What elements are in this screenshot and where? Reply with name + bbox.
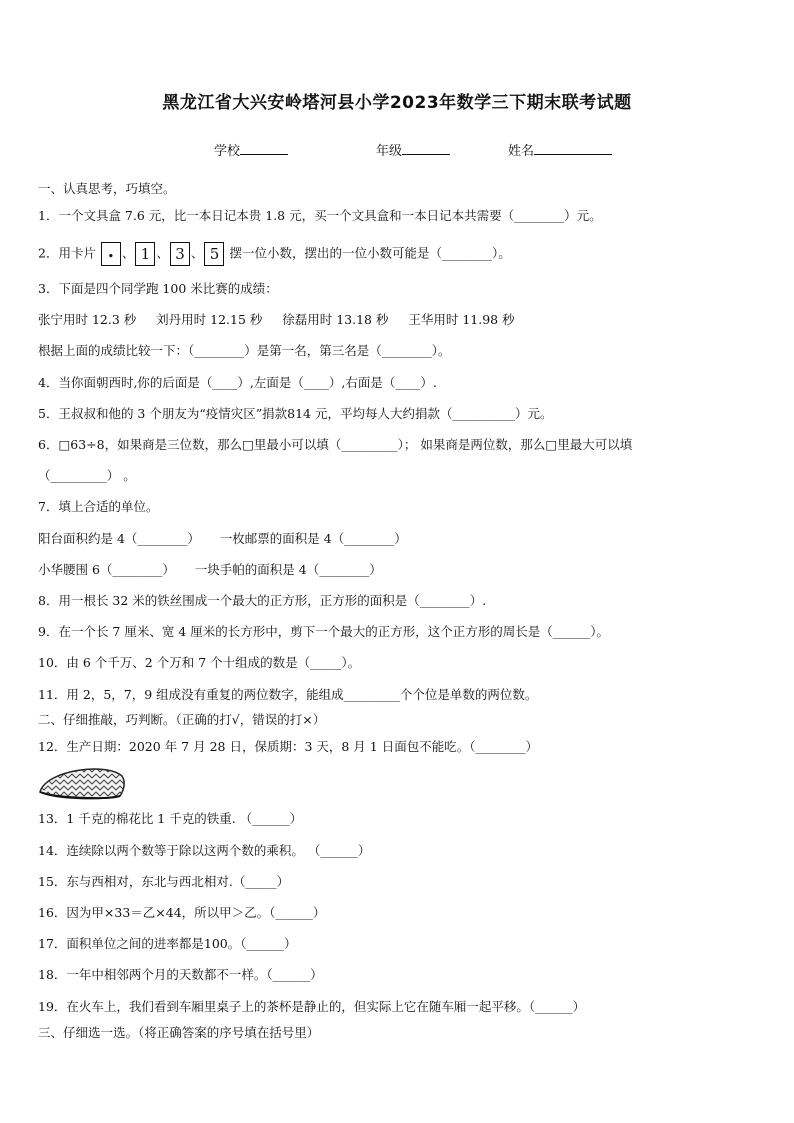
grade-label: 年级 xyxy=(376,144,403,159)
question-14: 14．连续除以两个数等于除以这两个数的乘积。 （______） xyxy=(38,843,371,858)
question-1: 1．一个文具盒 7.6 元，比一本日记本贵 1.8 元，买一个文具盒和一本日记本共需要（________）元。 xyxy=(38,208,602,223)
name-blank[interactable] xyxy=(534,140,612,155)
page-title: 黑龙江省大兴安岭塔河县小学2023年数学三下期末联考试题 xyxy=(162,93,632,113)
card-1: 1 xyxy=(135,242,155,266)
name-field xyxy=(508,140,612,159)
card-separator: 、 xyxy=(190,245,204,261)
question-7: 7．填上合适的单位。 xyxy=(38,499,159,514)
question-16: 16．因为甲×33＝乙×44，所以甲＞乙。（______） xyxy=(38,905,326,920)
card-3: 3 xyxy=(170,242,190,266)
question-13: 13．1 千克的棉花比 1 千克的铁重. （______） xyxy=(38,811,303,826)
question-3: 3．下面是四个同学跑 100 米比赛的成绩： xyxy=(38,281,278,296)
school-label: 学校 xyxy=(214,144,241,159)
question-6: 6．□63÷8，如果商是三位数，那么□里最小可以填（_________）； 如果商是两位数，那么□里最大可以填 xyxy=(38,437,633,452)
question-19: 19．在火车上，我们看到车厢里桌子上的茶杯是静止的，但实际上它在随车厢一起平移。（______） xyxy=(38,999,586,1014)
card-decimal-point: . xyxy=(101,242,121,266)
card-5: 5 xyxy=(204,242,224,266)
question-9: 9．在一个长 7 厘米、宽 4 厘米的长方形中，剪下一个最大的正方形，这个正方形的周长是（______）。 xyxy=(38,624,610,639)
question-11: 11．用 2，5，7，9 组成没有重复的两位数字，能组成_________个个位是单数的两位数。 xyxy=(38,687,538,702)
question-15: 15．东与西相对，东北与西北相对.（_____） xyxy=(38,874,290,889)
question-4: 4．当你面朝西时,你的后面是（____）,左面是（____）,右面是（____）. xyxy=(38,375,437,390)
section-3-heading: 三、仔细选一选。（将正确答案的序号填在括号里） xyxy=(38,1025,320,1040)
question-7-row-2: 小华腰围 6（________） 一块手帕的面积是 4（________） xyxy=(38,562,382,577)
grade-blank[interactable] xyxy=(402,140,450,155)
section-1-heading: 一、认真思考，巧填空。 xyxy=(38,181,176,196)
question-17: 17．面积单位之间的进率都是100。（______） xyxy=(38,936,297,951)
q2-prefix: 2．用卡片 xyxy=(38,245,96,261)
grade-field xyxy=(376,140,450,159)
question-8: 8．用一根长 32 米的铁丝围成一个最大的正方形，正方形的面积是（________）. xyxy=(38,593,487,608)
question-3-ask: 根据上面的成绩比较一下：（________）是第一名，第三名是（________）。 xyxy=(38,343,451,358)
school-field xyxy=(214,140,288,159)
question-18: 18．一年中相邻两个月的天数都不一样。（______） xyxy=(38,967,323,982)
question-12: 12．生产日期：2020 年 7 月 28 日，保质期：3 天，8 月 1 日面包不能吃。（________） xyxy=(38,739,538,754)
school-blank[interactable] xyxy=(240,140,288,155)
q2-suffix: 摆一位小数，摆出的一位小数可能是（________）。 xyxy=(229,245,511,261)
name-label: 姓名 xyxy=(508,144,535,159)
question-7-row-1: 阳台面积约是 4（________） 一枚邮票的面积是 4（________） xyxy=(38,531,407,546)
question-10: 10．由 6 个千万、2 个万和 7 个十组成的数是（_____）。 xyxy=(38,655,361,670)
question-6-cont: （_________） 。 xyxy=(38,468,136,483)
card-separator: 、 xyxy=(121,245,135,261)
question-2 xyxy=(38,242,511,266)
section-2-heading: 二、仔细推敲，巧判断。（正确的打√，错误的打×） xyxy=(38,712,326,727)
question-3-times: 张宁用时 12.3 秒 刘丹用时 12.15 秒 徐磊用时 13.18 秒 王华用时 11.98 秒 xyxy=(38,312,515,327)
question-5: 5．王叔叔和他的 3 个朋友为“疫情灾区”捐款814 元，平均每人大约捐款（__________）元。 xyxy=(38,406,553,421)
card-separator: 、 xyxy=(156,245,169,261)
bread-image xyxy=(36,762,128,804)
